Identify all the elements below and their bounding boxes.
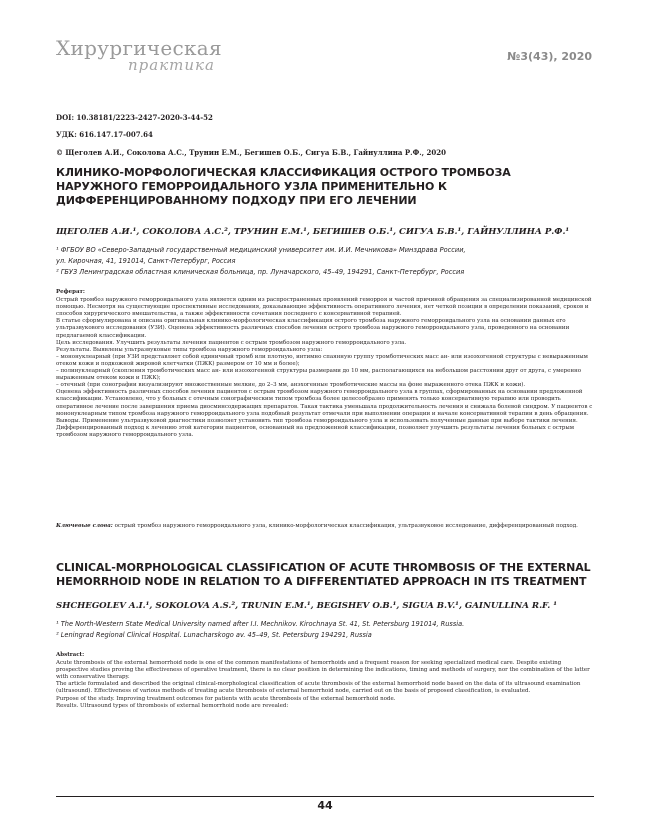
- affiliation-ru-2: ул. Кирочная, 41, 191014, Санкт-Петербург, Россия: [56, 257, 236, 265]
- keywords-text: острый тромбоз наружного геморроидального узла, клинико-морфологическая классификация, ультразвуковое исследование, дифференцированный подход.: [112, 523, 578, 529]
- abstract-paragraph: The article formulated and described the original clinical-morphological classification of acute thrombosis of the external hemorrhoid node based on the data of its ultrasound examination (ultrasound). Effectiveness of various methods of treating acute thrombosis of external hemorrhoid node, carried out on the basis of proposed classification, is evaluated.: [56, 681, 581, 695]
- affiliation-en-2: ² Leningrad Regional Clinical Hospital. Lunacharskogo av. 45–49, St. Petersburg 194291, Russia: [56, 631, 372, 639]
- abstract-paragraph: – отечный (при сонографии визуализируют множественные мелкие, до 2–3 мм, анэхогенные тромботические массы на фоне выраженного отека ПЖК и кожи).: [56, 382, 526, 389]
- affiliation-en-1: ¹ The North-Western State Medical University named after I.I. Mechnikov. Kirochnaya St. 41, St. Petersburg 191014, Russia.: [56, 620, 465, 628]
- doi: DOI: 10.38181/2223-2427-2020-3-44-52: [56, 113, 213, 122]
- abstract-ru: [56, 289, 594, 439]
- issue-number: №3(43), 2020: [507, 50, 592, 63]
- journal-logo-name: Хирургическая: [56, 36, 222, 60]
- abstract-paragraph: – мононуклеарный (при УЗИ представляет собой единичный тромб или плотную, интимно спаянную группу тромботических масс ан- или изоэхогенной структуры с невыраженным отеком кожи и подкожной жировой клетчатки (ПЖК) размером от 10 мм и более);: [56, 353, 588, 367]
- abstract-paragraph: Выводы. Применение ультразвуковой диагностики позволяет установить тип тромбоза геморроидального узла и использовать полученные данные при выборе тактики лечения. Дифференцированный подход к лечению этой категории пациентов, основанный на предложенной классификации, позволяет улучшить результаты лечения больных с острым тромбозом наружного геморроидального узла.: [56, 417, 578, 438]
- abstract-heading-en: Abstract:: [56, 652, 85, 658]
- abstract-en: [56, 652, 594, 710]
- authors-ru: ЩЕГОЛЕВ А.И.¹, СОКОЛОВА А.С.², ТРУНИН Е.М.¹, БЕГИШЕВ О.Б.¹, СИГУА Б.В.¹, ГАЙНУЛЛИНА Р.Ф.¹: [56, 227, 570, 237]
- abstract-paragraph: Purpose of the study. Improving treatment outcomes for patients with acute thrombosis of the external hemorrhoid node.: [56, 695, 396, 702]
- title-en: CLINICAL-MORPHOLOGICAL CLASSIFICATION OF ACUTE THROMBOSIS OF THE EXTERNAL HEMORRHOID NODE IN RELATION TO A DIFFERENTIATED APPROACH IN ITS TREATMENT: [56, 561, 591, 588]
- udk: УДК: 616.147.17-007.64: [56, 130, 153, 139]
- keywords-label: Ключевые слова:: [56, 523, 113, 529]
- abstract-heading-ru: Реферат:: [56, 289, 85, 295]
- abstract-paragraph: Результаты. Выявлены ультразвуковые типы тромбоза наружного геморроидального узла:: [56, 346, 323, 353]
- affiliation-ru-3: ² ГБУЗ Ленинградская областная клиническая больница, пр. Луначарского, 45–49, 194291, Санкт-Петербург, Россия: [56, 268, 465, 276]
- abstract-paragraph: Оценена эффективность различных способов лечения пациентов с острым тромбозом наружного геморроидального узла в группах, сформированных на основании предложенной классификации. Установлено, что у больных с отечным сонографическим типом тромбоза более целесообразно применять только консервативную терапию или проводить оперативное лечение после завершения приема диосминсодержащих препаратов. Такая тактика уменьшала продолжительность лечения и снижала болевой синдром. У пациентов с мононуклеарным типом тромбоза наружного геморроидального узла подобный результат отмечали при выполнении операции и начале консервативной терапии в день обращения.: [56, 389, 593, 417]
- abstract-paragraph: – полинуклеарный (скопления тромботических масс ан- или изоэхогенной структуры размерами до 10 мм, располагающихся на небольшом расстоянии друг от друга, с умеренно выраженным отеком кожи и ПЖК);: [56, 368, 582, 382]
- authors-en: SHCHEGOLEV A.I.¹, SOKOLOVA A.S.², TRUNIN E.M.¹, BEGISHEV O.B.¹, SIGUA B.V.¹, GAINULLINA R.F. ¹: [56, 601, 558, 611]
- page-number: 44: [317, 799, 333, 812]
- journal-logo-subtitle: практика: [128, 56, 215, 74]
- abstract-paragraph: В статье сформулирована и описана оригинальная клинико-морфологическая классификация острого тромбоза наружного геморроидального узла на основании данных его ультразвукового исследования (УЗИ). Оценена эффективность различных способов лечения острого тромбоза наружного геморроидального узла, проведенного на основании предлагаемой классификации.: [56, 318, 570, 339]
- keywords-ru: [56, 523, 594, 530]
- abstract-paragraph: Цель исследования. Улучшить результаты лечения пациентов с острым тромбозом наружного геморроидального узла.: [56, 339, 407, 346]
- abstract-paragraph: Острый тромбоз наружного геморроидального узла является одним из распространенных проявлений геморроя и частой причиной обращения за специализированной медицинской помощью. Несмотря на существующие проспективные исследования, доказывающие эффективность оперативного лечения, нет четкой позиции в определении показаний, сроков и способов хирургического вмешательства, а также эффективности сочетания последнего с консервативной терапией.: [56, 297, 592, 318]
- affiliation-ru-1: ¹ ФГБОУ ВО «Северо-Западный государственный медицинский университет им. И.И. Мечникова» Минздрава России,: [56, 246, 466, 254]
- abstract-paragraph: Acute thrombosis of the external hemorrhoid node is one of the common manifestations of hemorrhoids and a frequent reason for seeking specialized medical care. Despite existing prospective studies proving the effectiveness of operative treatment, there is no clear position in determining the indications, timing and methods of surgery, nor the combination of the latter with conservative therapy.: [56, 660, 590, 681]
- abstract-paragraph: Results. Ultrasound types of thrombosis of external hemorrhoid node are revealed:: [56, 702, 289, 709]
- copyright: © Щеголев А.И., Соколова А.С., Трунин Е.М., Бегишев О.Б., Сигуа Б.В., Гайнуллина Р.Ф., 2020: [56, 148, 447, 157]
- footer-divider: [56, 796, 594, 797]
- title-ru: КЛИНИКО-МОРФОЛОГИЧЕСКАЯ КЛАССИФИКАЦИЯ ОСТРОГО ТРОМБОЗА НАРУЖНОГО ГЕМОРРОИДАЛЬНОГО УЗЛА ПРИМЕНИТЕЛЬНО К ДИФФЕРЕНЦИРОВАННОМУ ПОДХОДУ ПРИ ЕГО ЛЕЧЕНИИ: [56, 166, 511, 207]
